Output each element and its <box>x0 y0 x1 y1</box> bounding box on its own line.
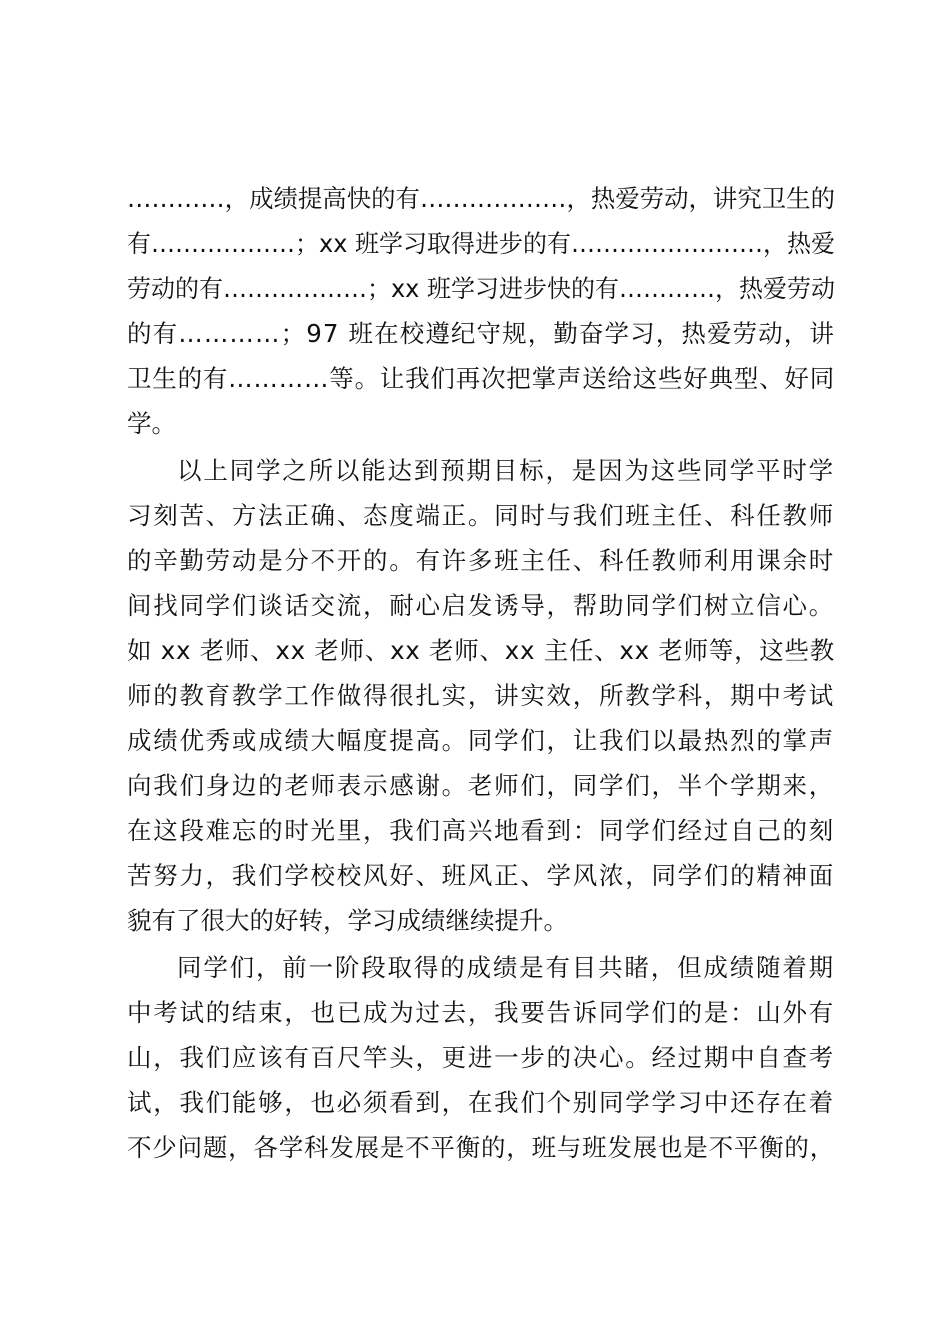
text-line: 山，我们应该有百尺竿头，更进一步的决心。经过期中自查考 <box>127 1043 835 1072</box>
text-line: 成绩优秀或成绩大幅度提高。同学们，让我们以最热烈的掌声 <box>127 726 835 755</box>
text-line: 卫生的有…………等。让我们再次把掌声送给这些好典型、好同 <box>127 364 835 393</box>
text-line: 试，我们能够，也必须看到，在我们个别同学学习中还存在着 <box>127 1088 835 1117</box>
text-line: 同学们，前一阶段取得的成绩是有目共睹，但成绩随着期 <box>177 953 835 982</box>
text-line: 如 xx 老师、xx 老师、xx 老师、xx 主任、xx 老师等，这些教 <box>127 636 835 665</box>
paragraph-2 <box>127 448 835 943</box>
paragraph-1 <box>127 176 835 446</box>
text-line: 不少问题，各学科发展是不平衡的，班与班发展也是不平衡的， <box>127 1133 835 1162</box>
paragraph-3 <box>127 945 835 1170</box>
text-line: 的有…………；97 班在校遵纪守规，勤奋学习，热爱劳动，讲 <box>127 319 835 348</box>
text-line: 学。 <box>127 409 176 438</box>
text-line: 间找同学们谈话交流，耐心启发诱导，帮助同学们树立信心。 <box>127 591 835 620</box>
text-line: 貌有了很大的好转，学习成绩继续提升。 <box>127 906 568 935</box>
text-line: 在这段难忘的时光里，我们高兴地看到：同学们经过自己的刻 <box>127 816 835 845</box>
text-line: 劳动的有………………；xx 班学习进步快的有…………，热爱劳动 <box>127 274 835 303</box>
text-line: 的辛勤劳动是分不开的。有许多班主任、科任教师利用课余时 <box>127 546 835 575</box>
text-line: 向我们身边的老师表示感谢。老师们，同学们，半个学期来， <box>127 771 835 800</box>
text-line: 苦努力，我们学校校风好、班风正、学风浓，同学们的精神面 <box>127 861 835 890</box>
body-text <box>127 176 835 1170</box>
text-line: 中考试的结束，也已成为过去，我要告诉同学们的是：山外有 <box>127 998 835 1027</box>
text-line: 习刻苦、方法正确、态度端正。同时与我们班主任、科任教师 <box>127 501 835 530</box>
text-line: 师的教育教学工作做得很扎实，讲实效，所教学科，期中考试 <box>127 681 835 710</box>
text-line: 有………………；xx 班学习取得进步的有……………………，热爱 <box>127 229 835 258</box>
text-line: 以上同学之所以能达到预期目标，是因为这些同学平时学 <box>177 456 835 485</box>
text-line: …………，成绩提高快的有………………，热爱劳动，讲究卫生的 <box>127 184 835 213</box>
